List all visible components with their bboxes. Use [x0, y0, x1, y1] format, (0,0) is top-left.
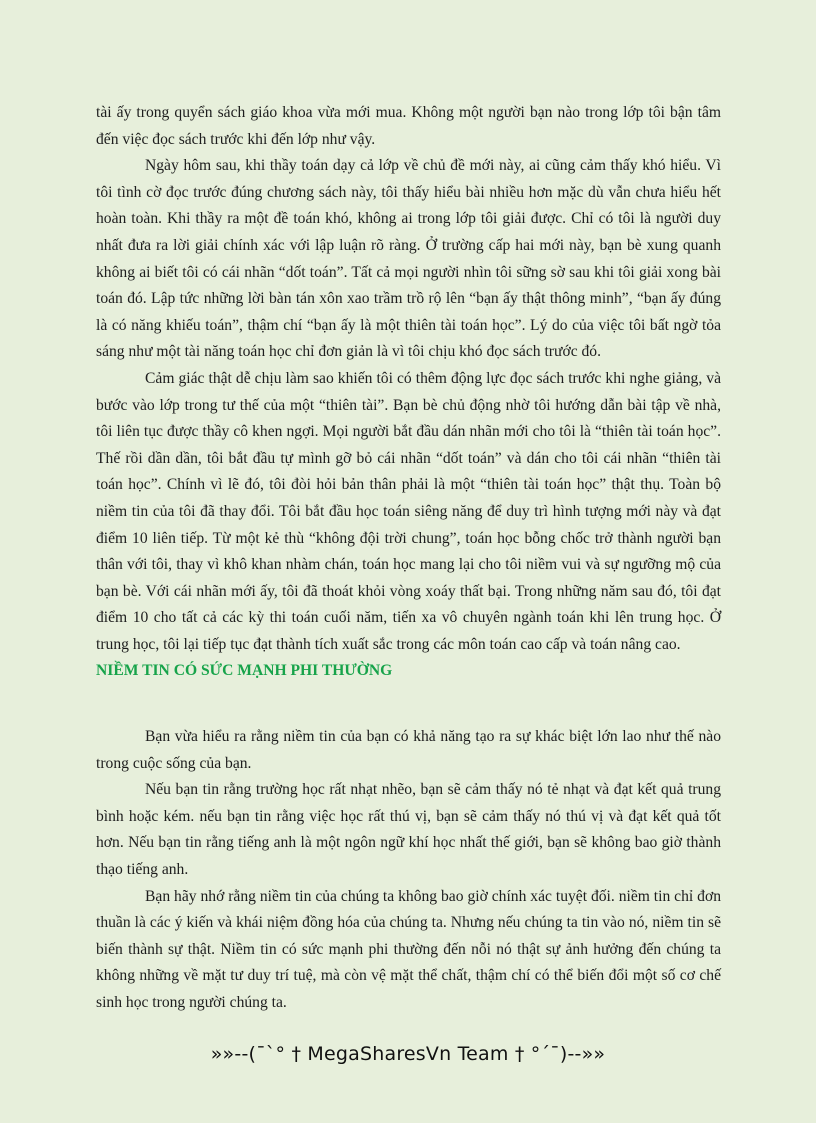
- section-heading: NIỀM TIN CÓ SỨC MẠNH PHI THƯỜNG: [96, 662, 393, 680]
- paragraph: Cảm giác thật dễ chịu làm sao khiến tôi có thêm động lực đọc sách trước khi nghe giảng, và bước vào lớp trong tư thế của một “thiên tài”. Bạn bè chủ động nhờ tôi hướng dẫn bài tập về nhà, tôi liên tục được thầy cô khen ngợi. Mọi người bắt đầu dán nhãn mới cho tôi là “thiên tài toán học”. Thế rồi dần dần, tôi bắt đầu tự mình gỡ bỏ cái nhãn “dốt toán” và dán cho tôi cái nhãn “thiên tài toán học”. Chính vì lẽ đó, tôi đòi hỏi bản thân phải là một “thiên tài toán học” thật thụ. Toàn bộ niềm tin của tôi đã thay đổi. Tôi bắt đầu học toán siêng năng để duy trì hình tượng mới này và đạt điểm 10 liên tiếp. Từ một kẻ thù “không đội trời chung”, toán học bỗng chốc trở thành người bạn thân với tôi, thay vì khô khan nhàm chán, toán học mang lại cho tôi niềm vui và sự ngưỡng mộ của bạn bè. Với cái nhãn mới ấy, tôi đã thoát khỏi vòng xoáy thất bại. Trong những năm sau đó, tôi đạt điểm 10 cho tất cả các kỳ thi toán cuối năm, tiến xa vô chuyên ngành toán khi lên trung học. Ở trung học, tôi lại tiếp tục đạt thành tích xuất sắc trong các môn toán cao cấp và toán nâng cao.: [96, 369, 721, 653]
- document-body: [96, 100, 721, 1017]
- footer-credit: »»--(¯`° † MegaSharesVn Team † °´¯)--»»: [210, 1043, 606, 1065]
- paragraph: Bạn hãy nhớ rằng niềm tin của chúng ta không bao giờ chính xác tuyệt đối. niềm tin chỉ đơn thuần là các ý kiến và khái niệm đồng hóa của chúng ta. Nhưng nếu chúng ta tin vào nó, niềm tin sẽ biến thành sự thật. Niềm tin có sức mạnh phi thường đến nỗi nó thật sự ảnh hưởng đến chúng ta không những về mặt tư duy trí tuệ, mà còn vệ mặt thể chất, thậm chí có thể biến đổi một số cơ chế sinh học trong người chúng ta.: [96, 887, 721, 1011]
- paragraph: Nếu bạn tin rằng trường học rất nhạt nhẽo, bạn sẽ cảm thấy nó tẻ nhạt và đạt kết quả trung bình hoặc kém. nếu bạn tin rằng việc học rất thú vị, bạn sẽ cảm thấy nó thú vị và đạt kết quả tốt hơn. Nếu bạn tin rằng tiếng anh là một ngôn ngữ khí học nhất thế giới, bạn sẽ không bao giờ thành thạo tiếng anh.: [96, 781, 721, 879]
- paragraph: tài ấy trong quyển sách giáo khoa vừa mới mua. Không một người bạn nào trong lớp tôi bận tâm đến việc đọc sách trước khi đến lớp như vậy.: [96, 104, 721, 148]
- paragraph: Bạn vừa hiểu ra rằng niềm tin của bạn có khả năng tạo ra sự khác biệt lớn lao như thế nào trong cuộc sống của bạn.: [96, 728, 721, 772]
- paragraph: Ngày hôm sau, khi thầy toán dạy cả lớp về chủ đề mới này, ai cũng cảm thấy khó hiểu. Vì tôi tình cờ đọc trước đúng chương sách này, tôi thấy hiểu bài nhiều hơn mặc dù vẫn chưa hiểu hết hoàn toàn. Khi thầy ra một đề toán khó, không ai trong lớp tôi giải được. Chỉ có tôi là người duy nhất đưa ra lời giải chính xác với lập luận rõ ràng. Ở trường cấp hai mới này, bạn bè xung quanh không ai biết tôi có cái nhãn “dốt toán”. Tất cả mọi người nhìn tôi sững sờ sau khi tôi giải xong bài toán đó. Lập tức những lời bàn tán xôn xao trầm trồ rộ lên “bạn ấy thật thông minh”, “bạn ấy đúng là có năng khiếu toán”, thậm chí “bạn ấy là một thiên tài toán học”. Lý do của việc tôi bất ngờ tỏa sáng như một tài năng toán học chỉ đơn giản là vì tôi chịu khó đọc sách trước đó.: [96, 157, 721, 361]
